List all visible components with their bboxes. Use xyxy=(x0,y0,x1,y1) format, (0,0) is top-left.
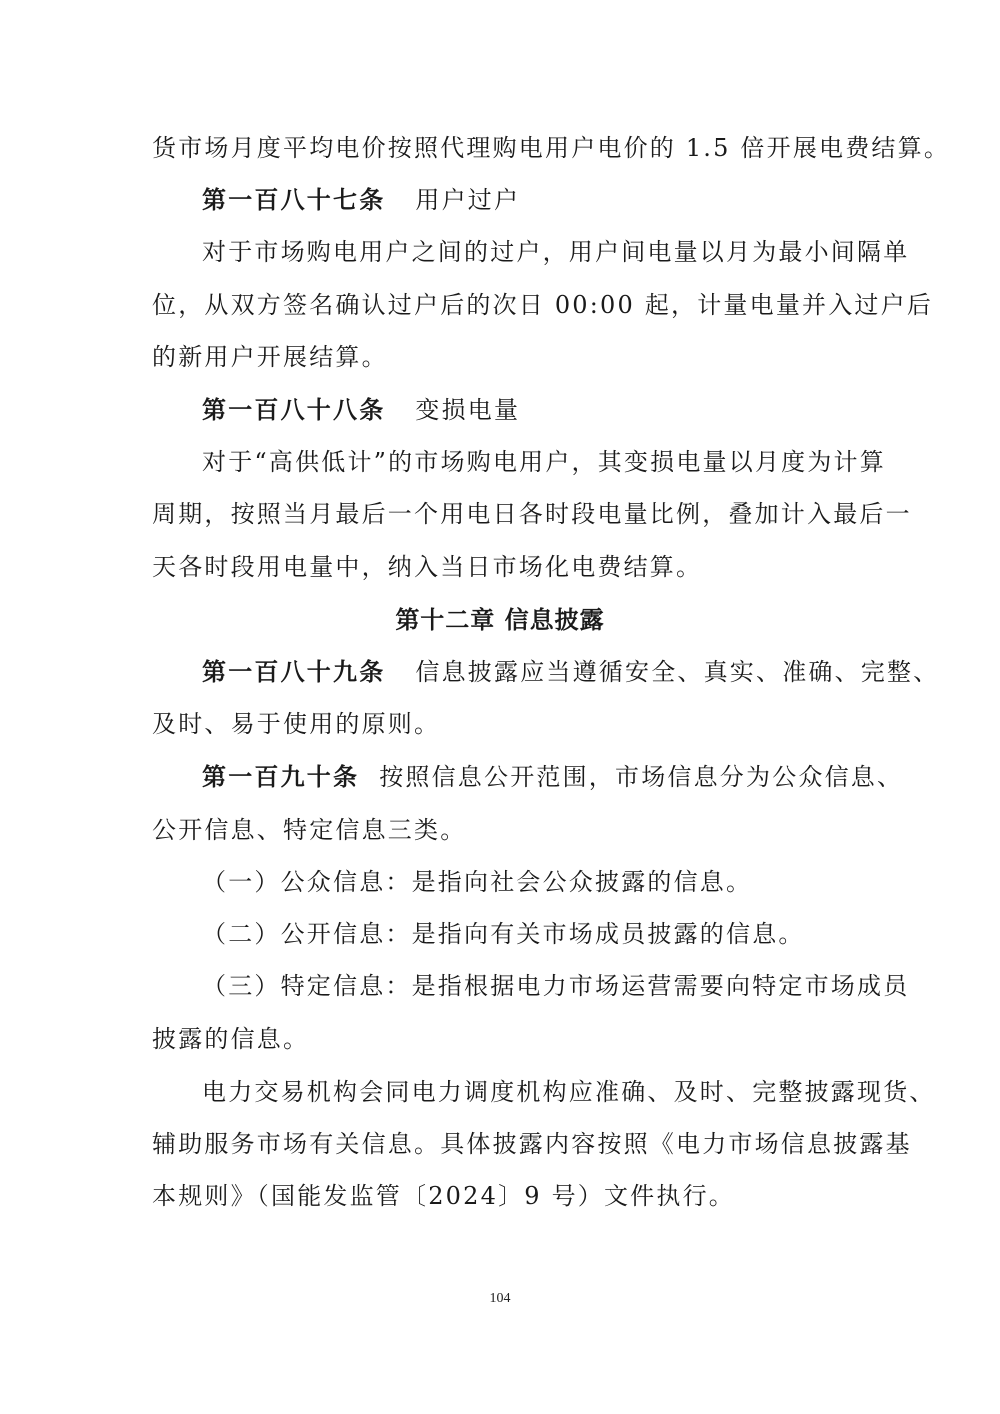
article-187-header xyxy=(202,184,852,216)
article-188-number: 第一百八十八条 xyxy=(202,396,386,424)
paragraph-line: 披露的信息。 xyxy=(152,1025,310,1053)
paragraph-line: 电力交易机构会同电力调度机构应准确、及时、完整披露现货、 xyxy=(202,1078,936,1106)
paragraph-line: 辅助服务市场有关信息。具体披露内容按照《电力市场信息披露基 xyxy=(152,1130,912,1158)
chapter-title: 第十二章 信息披露 xyxy=(395,606,605,634)
article-188-heading: 变损电量 xyxy=(415,396,521,424)
article-190-text: 按照信息公开范围，市场信息分为公众信息、 xyxy=(379,763,904,791)
article-187-heading: 用户过户 xyxy=(415,186,521,214)
list-item: （二）公开信息：是指向有关市场成员披露的信息。 xyxy=(202,920,805,948)
paragraph-line: 公开信息、特定信息三类。 xyxy=(152,816,467,844)
paragraph-line: 货市场月度平均电价按照代理购电用户电价的 1.5 倍开展电费结算。 xyxy=(152,134,951,162)
article-190-number: 第一百九十条 xyxy=(202,763,360,791)
list-item: （一）公众信息：是指向社会公众披露的信息。 xyxy=(202,868,753,896)
paragraph-line: 周期，按照当月最后一个用电日各时段电量比例，叠加计入最后一 xyxy=(152,500,912,528)
paragraph-line: 本规则》（国能发监管〔2024〕9 号）文件执行。 xyxy=(152,1182,735,1210)
paragraph-line: 的新用户开展结算。 xyxy=(152,343,388,371)
list-item: （三）特定信息：是指根据电力市场运营需要向特定市场成员 xyxy=(202,972,910,1000)
article-189-line xyxy=(202,656,940,688)
article-189-number: 第一百八十九条 xyxy=(202,658,386,686)
page-number: 104 xyxy=(489,1291,511,1306)
paragraph-line: 位，从双方签名确认过户后的次日 00:00 起，计量电量并入过户后 xyxy=(152,291,934,319)
article-188-header xyxy=(202,394,852,426)
article-189-text: 信息披露应当遵循安全、真实、准确、完整、 xyxy=(415,658,940,686)
paragraph-line: 及时、易于使用的原则。 xyxy=(152,710,441,738)
paragraph-line: 对于市场购电用户之间的过户，用户间电量以月为最小间隔单 xyxy=(202,238,910,266)
paragraph-line: 天各时段用电量中，纳入当日市场化电费结算。 xyxy=(152,553,703,581)
article-190-line xyxy=(202,761,904,793)
article-187-number: 第一百八十七条 xyxy=(202,186,386,214)
paragraph-line: 对于“高供低计”的市场购电用户，其变损电量以月度为计算 xyxy=(202,448,886,476)
